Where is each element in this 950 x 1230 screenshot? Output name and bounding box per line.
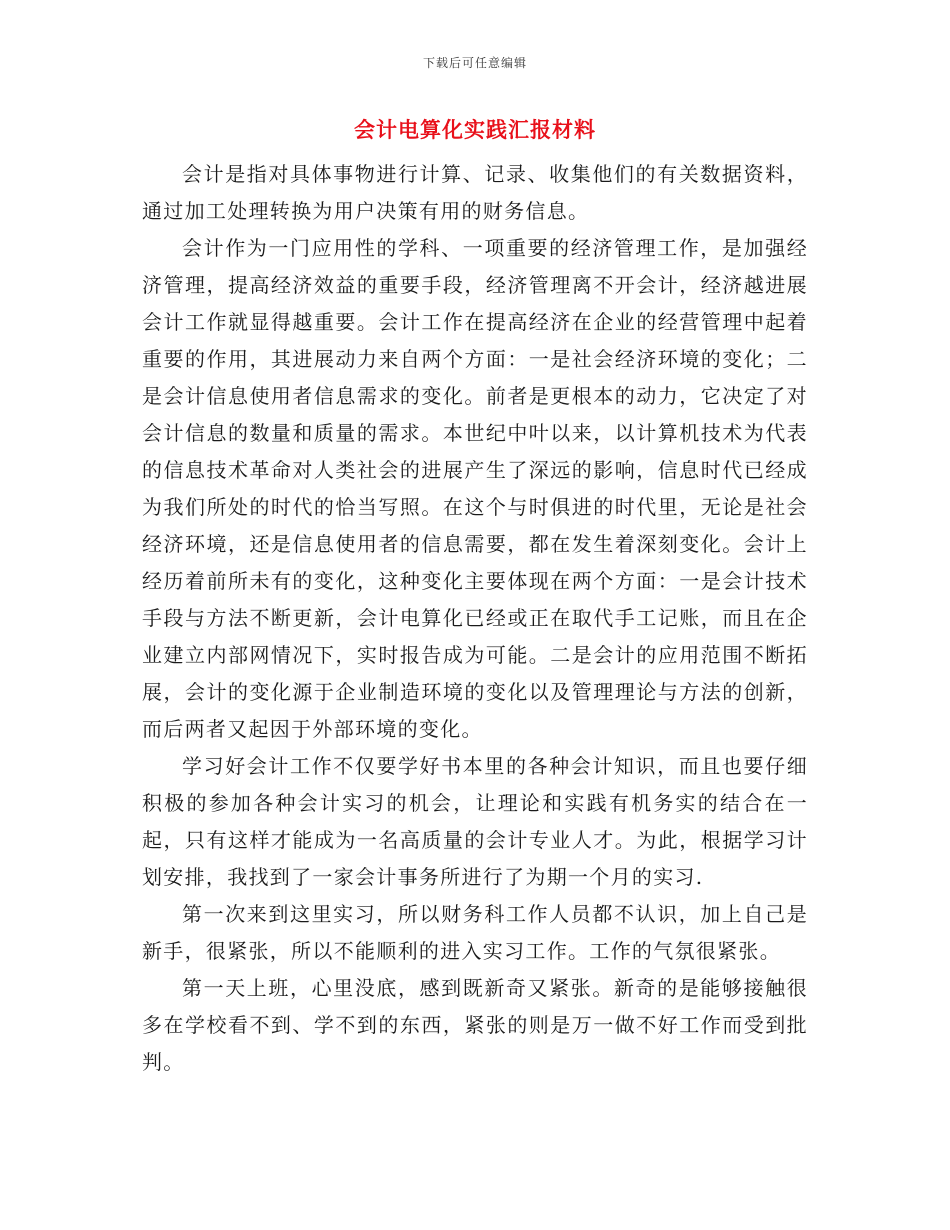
document-title: 会计电算化实践汇报材料	[354, 117, 596, 142]
paragraph: 第一天上班，心里没底，感到既新奇又紧张。新奇的是能够接触很多在学校看不到、学不到的东西，紧张的则是万一做不好工作而受到批判。	[142, 976, 808, 1074]
paragraph: 第一次来到这里实习，所以财务科工作人员都不认识，加上自己是新手，很紧张，所以不能顺利的进入实习工作。工作的气氛很紧张。	[142, 902, 808, 963]
paragraph: 会计作为一门应用性的学科、一项重要的经济管理工作，是加强经济管理，提高经济效益的重要手段，经济管理离不开会计，经济越进展会计工作就显得越重要。会计工作在提高经济在企业的经营管理中起着重要的作用，其进展动力来自两个方面：一是社会经济环境的变化；二是会计信息使用者信息需求的变化。前者是更根本的动力，它决定了对会计信息的数量和质量的需求。本世纪中叶以来，以计算机技术为代表的信息技术革命对人类社会的进展产生了深远的影响，信息时代已经成为我们所处的时代的恰当写照。在这个与时俱进的时代里，无论是社会经济环境，还是信息使用者的信息需要，都在发生着深刻变化。会计上经历着前所未有的变化，这种变化主要体现在两个方面：一是会计技术手段与方法不断更新，会计电算化已经或正在取代手工记账，而且在企业建立内部网情况下，实时报告成为可能。二是会计的应用范围不断拓展，会计的变化源于企业制造环境的变化以及管理理论与方法的创新，而后两者又起因于外部环境的变化。	[142, 236, 808, 741]
document-body	[142, 156, 808, 1081]
paragraph: 学习好会计工作不仅要学好书本里的各种会计知识，而且也要仔细积极的参加各种会计实习的机会，让理论和实践有机务实的结合在一起，只有这样才能成为一名高质量的会计专业人才。为此，根据学习计划安排，我找到了一家会计事务所进行了为期一个月的实习.	[142, 754, 808, 889]
paragraph: 会计是指对具体事物进行计算、记录、收集他们的有关数据资料，通过加工处理转换为用户决策有用的财务信息。	[142, 162, 808, 223]
header-note: 下载后可任意编辑	[422, 56, 527, 70]
